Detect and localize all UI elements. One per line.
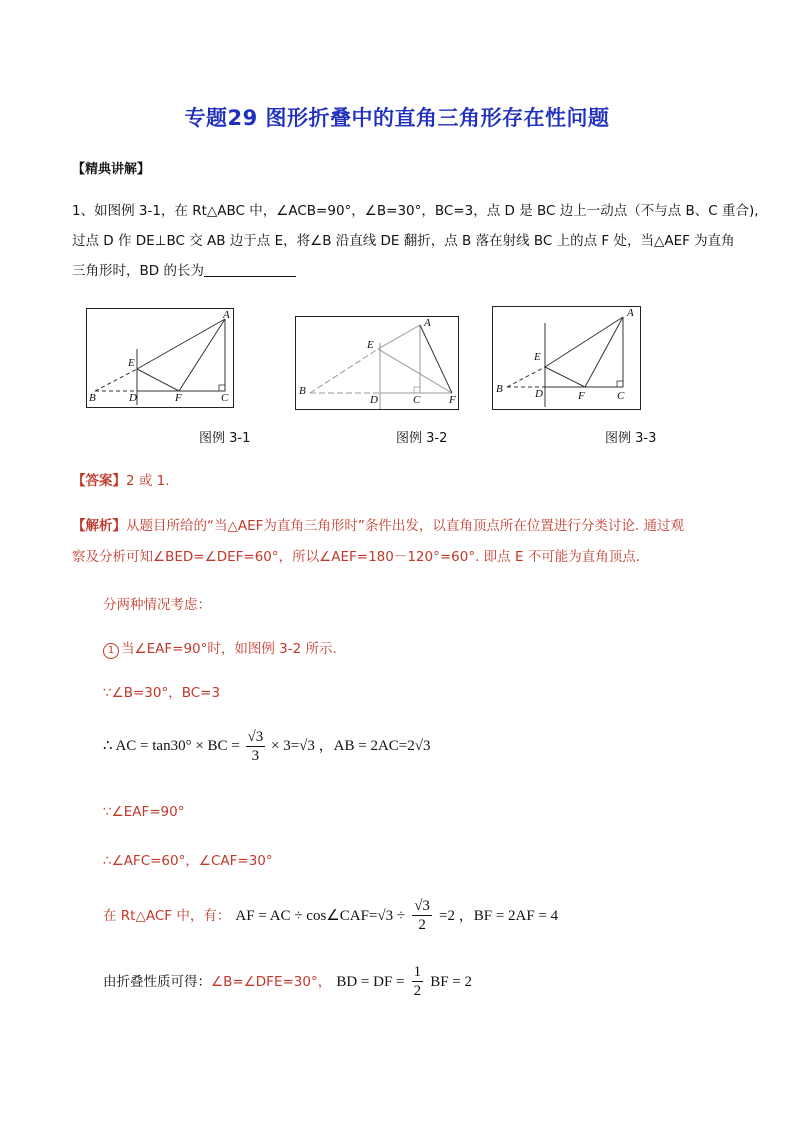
step-5-prefix: 在 Rt△ACF 中，有： — [103, 908, 231, 924]
step-5-b: =2 ，BF = 2AF = 4 — [439, 908, 559, 924]
fraction-denominator: 2 — [418, 917, 426, 933]
analysis-text-1: 从题目所给的“当△AEF为直角三角形时”条件出发，以直角顶点所在位置进行分类讨论. 通过观 — [126, 518, 684, 534]
label-d: D — [535, 388, 543, 400]
analysis-tag: 【解析】 — [72, 518, 126, 534]
question-line-3-text: 三角形时，BD 的长为 — [72, 263, 204, 279]
answer-text: 2 或 1. — [126, 473, 170, 489]
answer-line — [72, 469, 170, 489]
caption-3-3: 图例 3-3 — [605, 431, 657, 446]
step-5 — [103, 897, 558, 934]
label-b: B — [496, 383, 503, 395]
label-b: B — [89, 392, 96, 404]
label-a: A — [627, 307, 634, 319]
fraction-denominator: 3 — [251, 748, 260, 764]
step-2-a: ∴ AC = tan30° × BC = — [103, 737, 240, 754]
fraction-numerator: √3 — [414, 898, 430, 914]
section-heading: 【精典讲解】 — [72, 162, 151, 177]
answer-blank — [204, 262, 296, 277]
label-d: D — [370, 394, 378, 406]
label-c: C — [413, 394, 421, 406]
label-c: C — [221, 392, 229, 404]
case-number-badge: 1 — [103, 643, 119, 659]
analysis-line-2: 察及分析可知∠BED=∠DEF=60°，所以∠AEF=180－120°=60°. 即点 E 不可能为直角顶点. — [72, 549, 641, 565]
step-5-a: AF = AC ÷ cos∠CAF=√3 ÷ — [235, 908, 406, 924]
analysis-line-1 — [72, 514, 684, 534]
label-f: F — [578, 390, 585, 402]
figure-3-2 — [295, 316, 459, 410]
label-d: D — [129, 392, 137, 404]
fraction-one-half — [412, 963, 424, 1000]
fraction-denominator: 2 — [413, 983, 422, 999]
figure-3-1 — [86, 308, 234, 408]
fraction-numerator: √3 — [247, 729, 264, 745]
page-title: 专题29 图形折叠中的直角三角形存在性问题 — [184, 106, 610, 130]
question-line-3 — [72, 259, 296, 283]
step-3: ∵∠EAF=90° — [103, 804, 185, 820]
step-2-b: × 3=√3 ，AB = 2AC=2√3 — [271, 737, 431, 754]
case-1-text: 当∠EAF=90°时，如图例 3-2 所示. — [121, 641, 337, 657]
label-c: C — [617, 390, 625, 402]
step-6-prefix: 由折叠性质可得： — [103, 974, 211, 990]
figure-3-3 — [492, 306, 641, 410]
question-line-2: 过点 D 作 DE⊥BC 交 AB 边于点 E，将∠B 沿直线 DE 翻折，点 B 落在射线 BC 上的点 F 处，当△AEF 为直角 — [72, 233, 735, 249]
label-a: A — [223, 309, 230, 321]
label-f: F — [449, 394, 456, 406]
label-e: E — [534, 351, 541, 363]
question-line-1: 1、如图例 3-1，在 Rt△ABC 中，∠ACB=90°，∠B=30°，BC=3，点 D 是 BC 边上一动点（不与点 B、C 重合), — [72, 203, 759, 219]
caption-3-2: 图例 3-2 — [396, 431, 448, 446]
step-6 — [103, 963, 472, 1000]
step-6-a: BD = DF = — [336, 974, 405, 990]
answer-tag: 【答案】 — [72, 473, 126, 489]
label-e: E — [367, 339, 374, 351]
step-2 — [103, 728, 430, 765]
label-a: A — [424, 317, 431, 329]
analysis-line-3: 分两种情况考虑： — [103, 597, 211, 613]
fraction-sqrt3-over-3 — [246, 728, 266, 765]
step-6-b: BF = 2 — [430, 974, 472, 990]
label-b: B — [299, 385, 306, 397]
label-e: E — [128, 357, 135, 369]
label-f: F — [175, 392, 182, 404]
case-1-line — [103, 637, 337, 659]
caption-3-1: 图例 3-1 — [199, 431, 251, 446]
step-4: ∴∠AFC=60°，∠CAF=30° — [103, 853, 273, 869]
fraction-sqrt3-over-2 — [412, 897, 432, 934]
step-6-red: ∠B=∠DFE=30°， — [211, 974, 332, 990]
fraction-numerator: 1 — [413, 964, 422, 980]
step-1: ∵∠B=30°，BC=3 — [103, 685, 221, 701]
